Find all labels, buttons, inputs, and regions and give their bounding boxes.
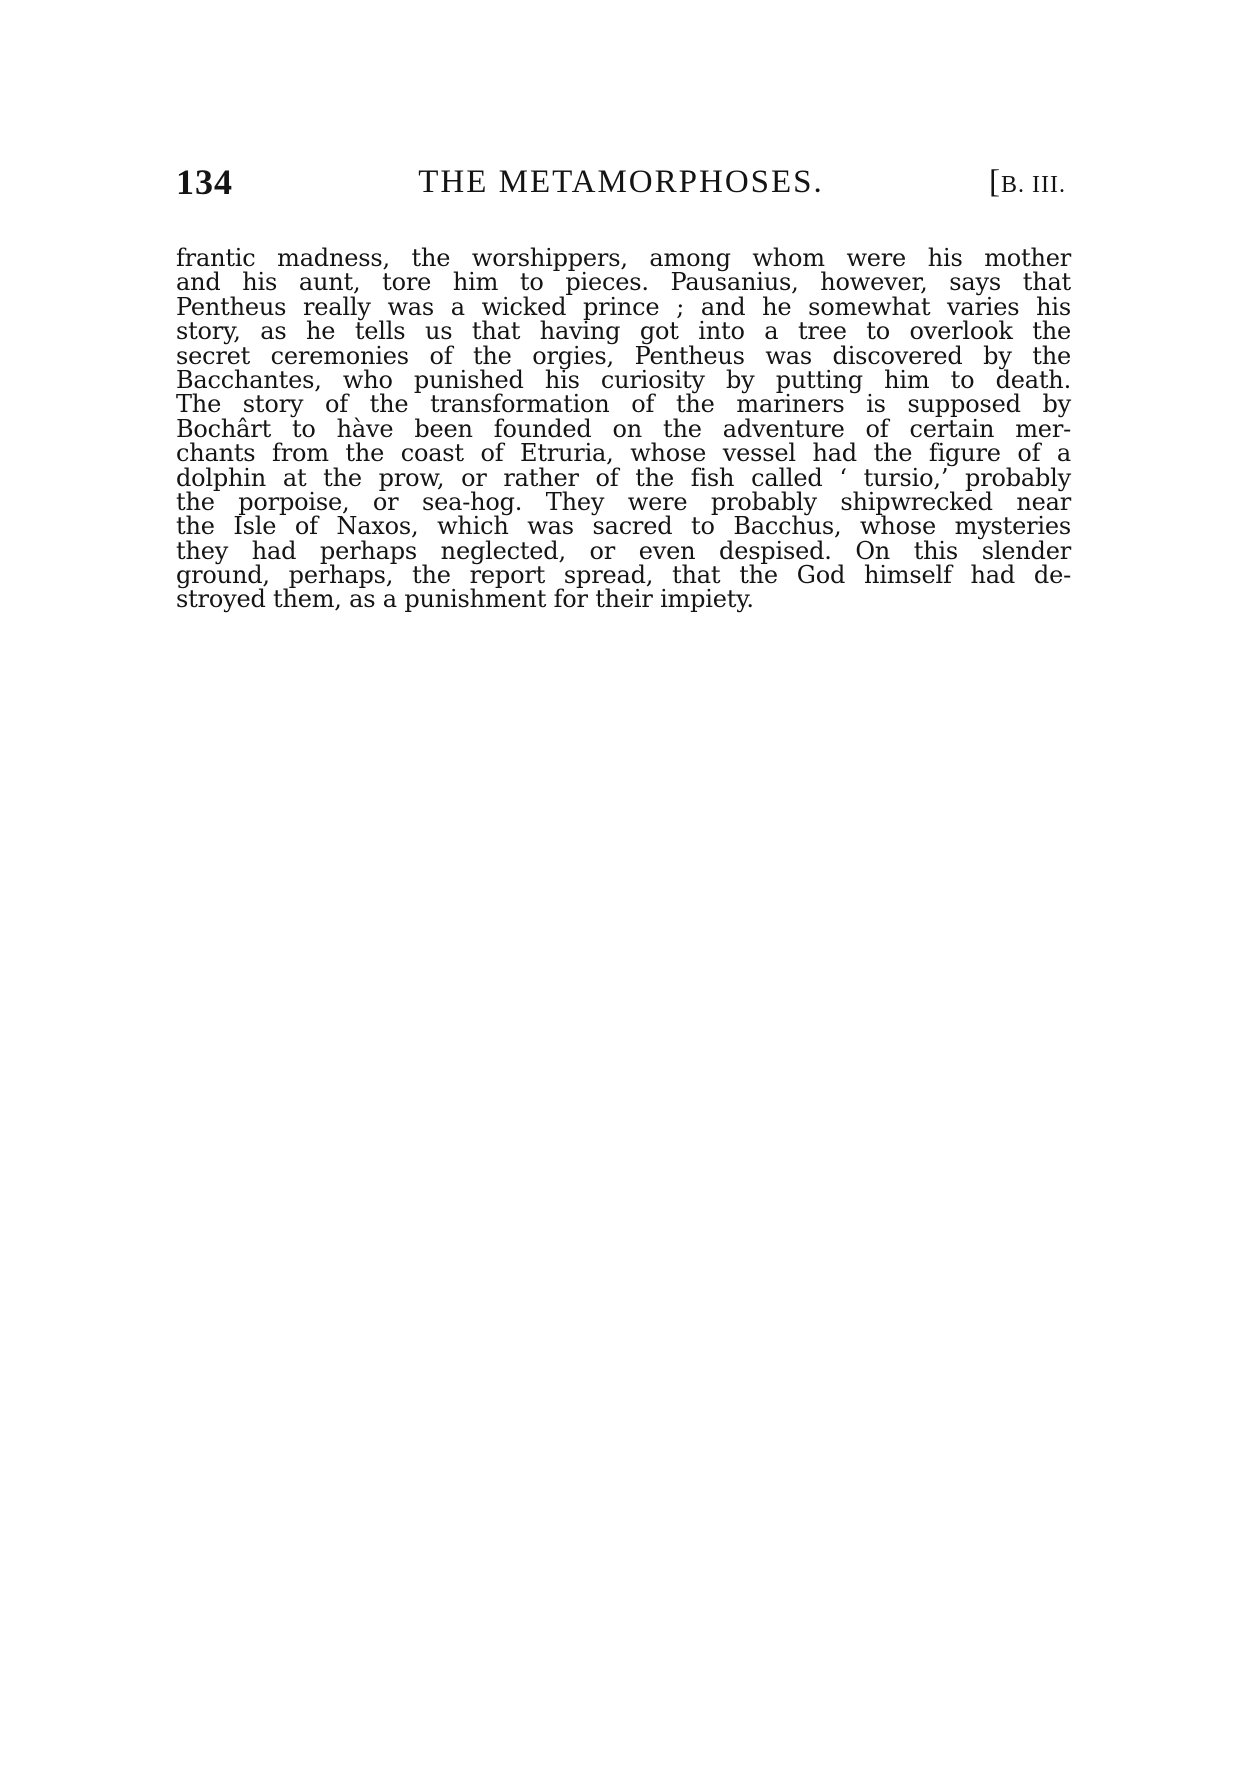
running-title: THE METAMORPHOSES. <box>418 164 824 200</box>
running-head <box>176 160 1066 204</box>
text-line: Pentheus really was a wicked prince ; and he somewhat varies his <box>176 292 1071 321</box>
body-text <box>176 246 1071 612</box>
text-line: Bochârt to hàve been founded on the adventure of certain mer- <box>176 414 1071 443</box>
page-number: 134 <box>176 162 233 202</box>
book-reference-bracket: [ <box>989 164 1002 200</box>
text-line: stroyed them, as a punishment for their impiety. <box>176 585 754 614</box>
text-line: chants from the coast of Etruria, whose vessel had the figure of a <box>176 439 1071 468</box>
text-line: The story of the transformation of the mariners is supposed by <box>176 390 1071 419</box>
text-line: ground, perhaps, the report spread, that the God himself had de- <box>176 561 1071 590</box>
text-line: dolphin at the prow, or rather of the fish called ‘ tursio,’ probably <box>176 463 1071 492</box>
text-line: secret ceremonies of the orgies, Pentheus was discovered by the <box>176 341 1071 370</box>
book-reference <box>989 160 1066 207</box>
text-line: the Isle of Naxos, which was sacred to Bacchus, whose mysteries <box>176 512 1071 541</box>
text-line: Bacchantes, who punished his curiosity by putting him to death. <box>176 365 1071 394</box>
text-line: and his aunt, tore him to pieces. Pausanius, however, says that <box>176 268 1071 297</box>
text-line: they had perhaps neglected, or even despised. On this slender <box>176 536 1071 565</box>
text-line: the porpoise, or sea-hog. They were probably shipwrecked near <box>176 487 1071 516</box>
book-reference-label: B. III. <box>1001 172 1066 198</box>
text-line: story, as he tells us that having got into a tree to overlook the <box>176 317 1071 346</box>
text-line: frantic madness, the worshippers, among whom were his mother <box>176 244 1071 272</box>
